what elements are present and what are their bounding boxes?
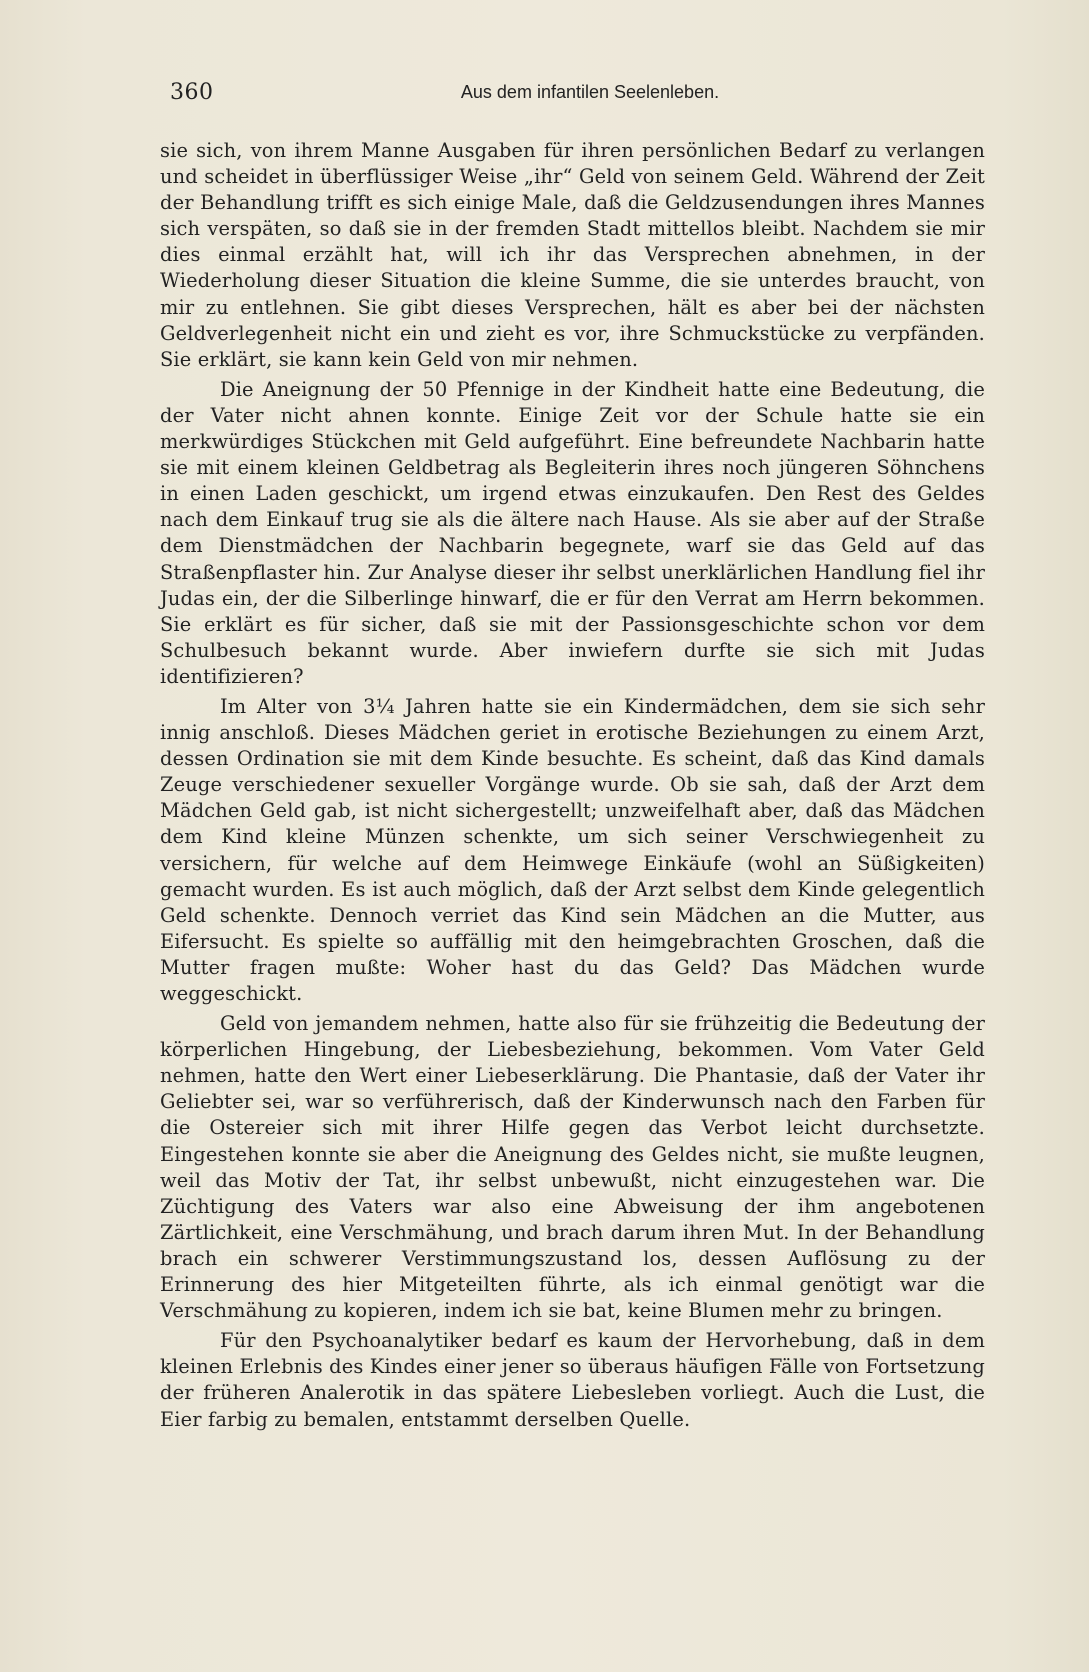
- running-title: Aus dem infantilen Seelenleben.: [460, 82, 720, 102]
- page-header: [170, 80, 980, 120]
- paragraph-1: sie sich, von ihrem Manne Ausgaben für ihren persönlichen Bedarf zu verlangen und scheidet in überflüssiger Weise „ihr“ Geld von seinem Geld. Während der Zeit der Behandlung trifft es sich einige Male, daß die Geldzusendungen ihres Mannes sich verspäten, so daß sie in der fremden Stadt mittellos bleibt. Nachdem sie mir dies einmal erzählt hat, will ich ihr das Versprechen abnehmen, in der Wiederholung dieser Situation die kleine Summe, die sie unterdes braucht, von mir zu entlehnen. Sie gibt dieses Versprechen, hält es aber bei der nächsten Geldverlegenheit nicht ein und zieht es vor, ihre Schmuckstücke zu verpfänden. Sie erklärt, sie kann kein Geld von mir nehmen.: [160, 139, 985, 371]
- paragraph-4: Geld von jemandem nehmen, hatte also für sie frühzeitig die Bedeutung der körperlichen Hingebung, der Liebesbeziehung, bekommen. Vom Vater Geld nehmen, hatte den Wert einer Liebeserklärung. Die Phantasie, daß der Vater ihr Geliebter sei, war so verführerisch, daß der Kinderwunsch nach den Farben für die Ostereier sich mit ihrer Hilfe gegen das Verbot leicht durchsetzte. Eingestehen konnte sie aber die Aneignung des Geldes nicht, sie mußte leugnen, weil das Motiv der Tat, ihr selbst unbewußt, nicht einzugestehen war. Die Züchtigung des Vaters war also eine Abweisung der ihm angebotenen Zärtlichkeit, eine Verschmähung, und brach darum ihren Mut. In der Behandlung brach ein schwerer Verstimmungszustand los, dessen Auflösung zu der Erinnerung des hier Mitgeteilten führte, als ich einmal genötigt war die Verschmähung zu kopieren, indem ich sie bat, keine Blumen mehr zu bringen.: [160, 1012, 985, 1323]
- page-number: 360: [170, 80, 214, 105]
- paragraph-3: Im Alter von 3¼ Jahren hatte sie ein Kindermädchen, dem sie sich sehr innig anschloß. Dieses Mädchen geriet in erotische Beziehungen zu einem Arzt, dessen Ordination sie mit dem Kinde besuchte. Es scheint, daß das Kind damals Zeuge verschiedener sexueller Vorgänge wurde. Ob sie sah, daß der Arzt dem Mädchen Geld gab, ist nicht sichergestellt; unzweifelhaft aber, daß das Mädchen dem Kind kleine Münzen schenkte, um sich seiner Verschwiegenheit zu versichern, für welche auf dem Heimwege Einkäufe (wohl an Süßigkeiten) gemacht wurden. Es ist auch möglich, daß der Arzt selbst dem Kinde gelegentlich Geld schenkte. Dennoch verriet das Kind sein Mädchen an die Mutter, aus Eifersucht. Es spielte so auffällig mit den heimgebrachten Groschen, daß die Mutter fragen mußte: Woher hast du das Geld? Das Mädchen wurde weggeschickt.: [160, 694, 985, 1005]
- paragraph-2: Die Aneignung der 50 Pfennige in der Kindheit hatte eine Bedeutung, die der Vater nicht ahnen konnte. Einige Zeit vor der Schule hatte sie ein merkwürdiges Stückchen mit Geld aufgeführt. Eine befreundete Nachbarin hatte sie mit einem kleinen Geldbetrag als Begleiterin ihres noch jüngeren Söhnchens in einen Laden geschickt, um irgend etwas einzukaufen. Den Rest des Geldes nach dem Einkauf trug sie als die ältere nach Hause. Als sie aber auf der Straße dem Dienstmädchen der Nachbarin begegnete, warf sie das Geld auf das Straßenpflaster hin. Zur Analyse dieser ihr selbst unerklärlichen Handlung fiel ihr Judas ein, der die Silberlinge hinwarf, die er für den Verrat am Herrn bekommen. Sie erklärt es für sicher, daß sie mit der Passionsgeschichte schon vor dem Schulbesuch bekannt wurde. Aber inwiefern durfte sie sich mit Judas identifizieren?: [160, 377, 985, 688]
- paragraph-5: Für den Psychoanalytiker bedarf es kaum der Hervorhebung, daß in dem kleinen Erlebnis des Kindes einer jener so überaus häufigen Fälle von Fortsetzung der früheren Analerotik in das spätere Liebesleben vorliegt. Auch die Lust, die Eier farbig zu bemalen, entstammt derselben Quelle.: [160, 1329, 985, 1431]
- body-text: [160, 138, 985, 1433]
